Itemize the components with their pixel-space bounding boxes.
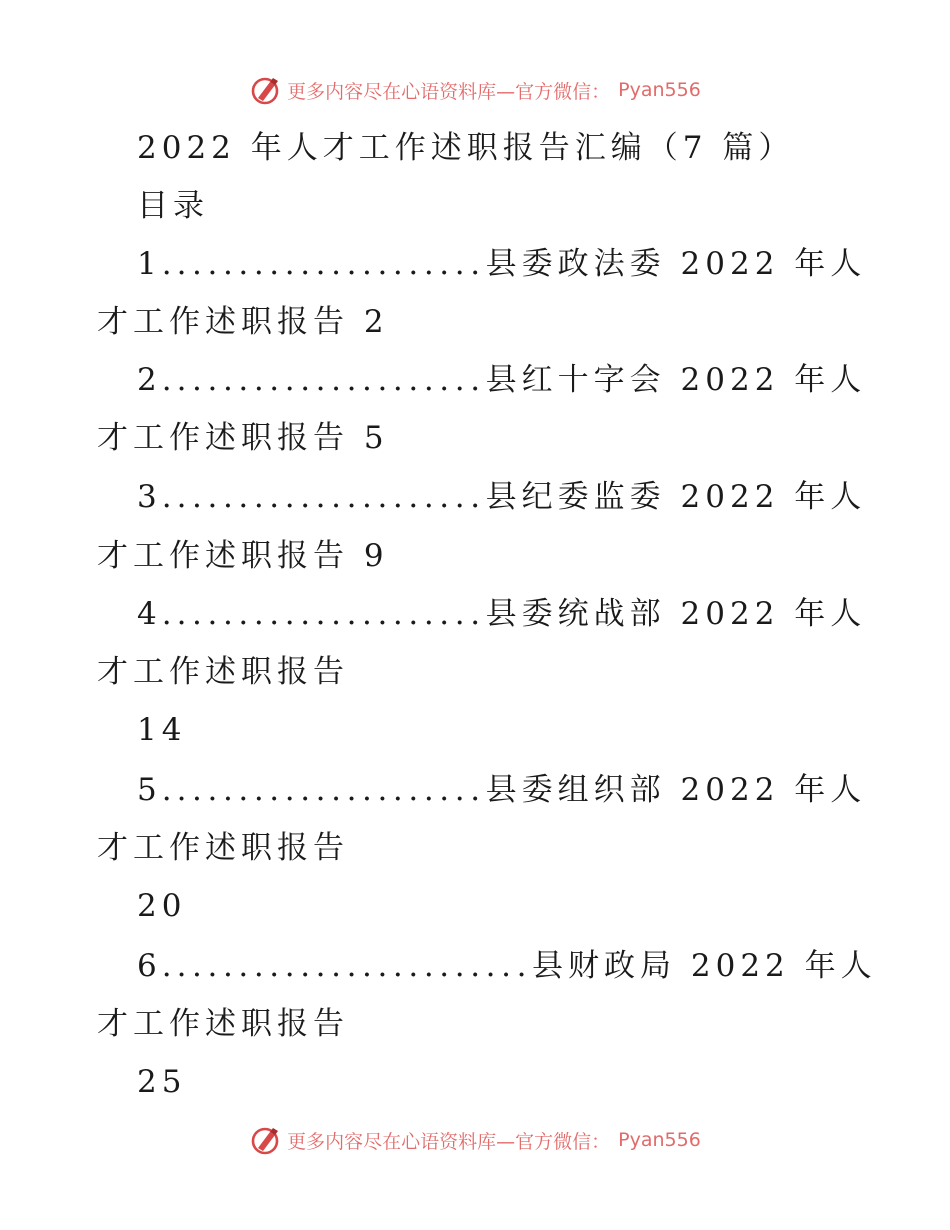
footer-watermark	[0, 1120, 950, 1160]
toc-entry-name: 县委组织部 2022 年人	[485, 772, 867, 808]
toc-entry-name: 县纪委监委 2022 年人	[485, 479, 867, 515]
toc-entry-3	[0, 477, 950, 517]
watermark-wechat-id: Pyan556	[618, 79, 701, 101]
watermark-text: 更多内容尽在心语资料库—官方微信：	[287, 1130, 611, 1153]
toc-entry-1-continuation: 才工作述职报告 2	[97, 304, 389, 340]
watermark-text: 更多内容尽在心语资料库—官方微信：	[287, 80, 611, 103]
toc-leader-dots: ....................	[176, 246, 486, 282]
toc-heading: 目录	[137, 188, 209, 224]
toc-entry-5-continuation: 才工作述职报告	[97, 830, 349, 866]
toc-entry-5	[0, 770, 950, 810]
toc-entry-number: 2.	[137, 362, 177, 398]
toc-entry-number: 6.	[137, 948, 177, 984]
toc-entry-6	[0, 946, 950, 986]
toc-entry-name: 县委统战部 2022 年人	[485, 596, 867, 632]
toc-entry-4	[0, 594, 950, 634]
toc-entry-3-continuation: 才工作述职报告 9	[97, 538, 389, 574]
toc-entry-6-page: 25	[137, 1064, 187, 1100]
toc-entry-4-continuation: 才工作述职报告	[97, 654, 349, 690]
toc-entry-name: 县红十字会 2022 年人	[485, 362, 867, 398]
toc-entry-5-page: 20	[137, 888, 187, 924]
toc-entry-1	[0, 244, 950, 284]
pen-logo-icon	[249, 1124, 281, 1156]
toc-entry-2	[0, 360, 950, 400]
toc-leader-dots: ....................	[176, 772, 486, 808]
toc-entry-6-continuation: 才工作述职报告	[97, 1006, 349, 1042]
toc-entry-number: 5.	[137, 772, 177, 808]
toc-entry-name: 县财政局 2022 年人	[532, 948, 877, 984]
toc-leader-dots: ....................	[176, 362, 486, 398]
toc-entry-number: 3.	[137, 479, 177, 515]
toc-leader-dots: .......................	[176, 948, 533, 984]
document-title: 2022 年人才工作述职报告汇编（7 篇）	[137, 130, 795, 166]
toc-entry-2-continuation: 才工作述职报告 5	[97, 420, 389, 456]
toc-entry-number: 4.	[137, 596, 177, 632]
toc-entry-number: 1.	[137, 246, 177, 282]
toc-entry-name: 县委政法委 2022 年人	[485, 246, 867, 282]
toc-leader-dots: ....................	[176, 479, 486, 515]
watermark-wechat-id: Pyan556	[618, 1129, 701, 1151]
toc-entry-4-page: 14	[137, 712, 187, 748]
toc-leader-dots: ....................	[176, 596, 486, 632]
